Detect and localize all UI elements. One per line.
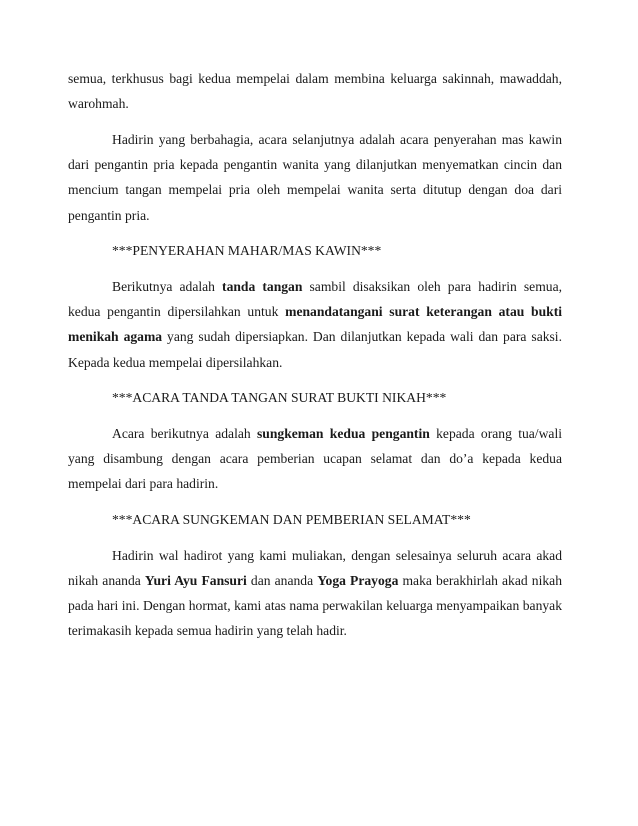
paragraph-mahar-intro: Hadirin yang berbahagia, acara selanjutnya adalah acara penyerahan mas kawin dari pengantin pria kepada pengantin wanita yang dilanjutkan menyematkan cincin dan mencium tangan mempelai pria oleh mempelai wanita serta ditutup dengan doa dari pengantin pria. [68,131,562,223]
text-segment: dan ananda [246,572,318,588]
paragraph-closing [68,543,562,644]
text-segment: sambil disaksikan oleh para hadirin semua, kedua pengantin dipersilahkan untuk [68,278,562,320]
bold-segment: Yoga Prayoga [317,572,399,588]
section-heading-signing: ***ACARA TANDA TANGAN SURAT BUKTI NIKAH*** [112,390,447,406]
text-segment: yang sudah dipersiapkan. Dan dilanjutkan kepada wali dan para saksi. Kepada kedua mempelai dipersilahkan. [68,329,562,370]
bold-segment: tanda tangan [222,278,303,294]
text-segment: Acara berikutnya adalah [112,425,257,441]
section-heading-mahar: ***PENYERAHAN MAHAR/MAS KAWIN*** [112,243,382,259]
bold-segment: sungkeman kedua pengantin [257,425,430,441]
section-heading-sungkeman: ***ACARA SUNGKEMAN DAN PEMBERIAN SELAMAT*** [112,512,471,528]
text-segment: Berikutnya adalah [112,278,223,294]
paragraph-signing [68,274,562,375]
paragraph-sungkeman [68,421,562,497]
paragraph-closing-prayer: semua, terkhusus bagi kedua mempelai dalam membina keluarga sakinnah, mawaddah, warohmah. [68,71,562,112]
text-segment: Hadirin wal hadirot yang kami muliakan, dengan selesainya seluruh acara akad nikah ananda [68,547,562,588]
text-segment: kepada orang tua/wali yang disambung dengan acara pemberian ucapan selamat dan do’a kepada kedua mempelai dari para hadirin. [68,425,562,492]
bold-segment: menandatangani surat keterangan atau bukti menikah agama [68,304,562,345]
bold-segment: Yuri Ayu Fansuri [144,572,247,588]
text-segment: maka berakhirlah akad nikah pada hari ini. Dengan hormat, kami atas nama perwakilan keluarga menyampaikan banyak terimakasih kepada semua hadirin yang telah hadir. [68,572,562,639]
document-page [68,66,562,654]
